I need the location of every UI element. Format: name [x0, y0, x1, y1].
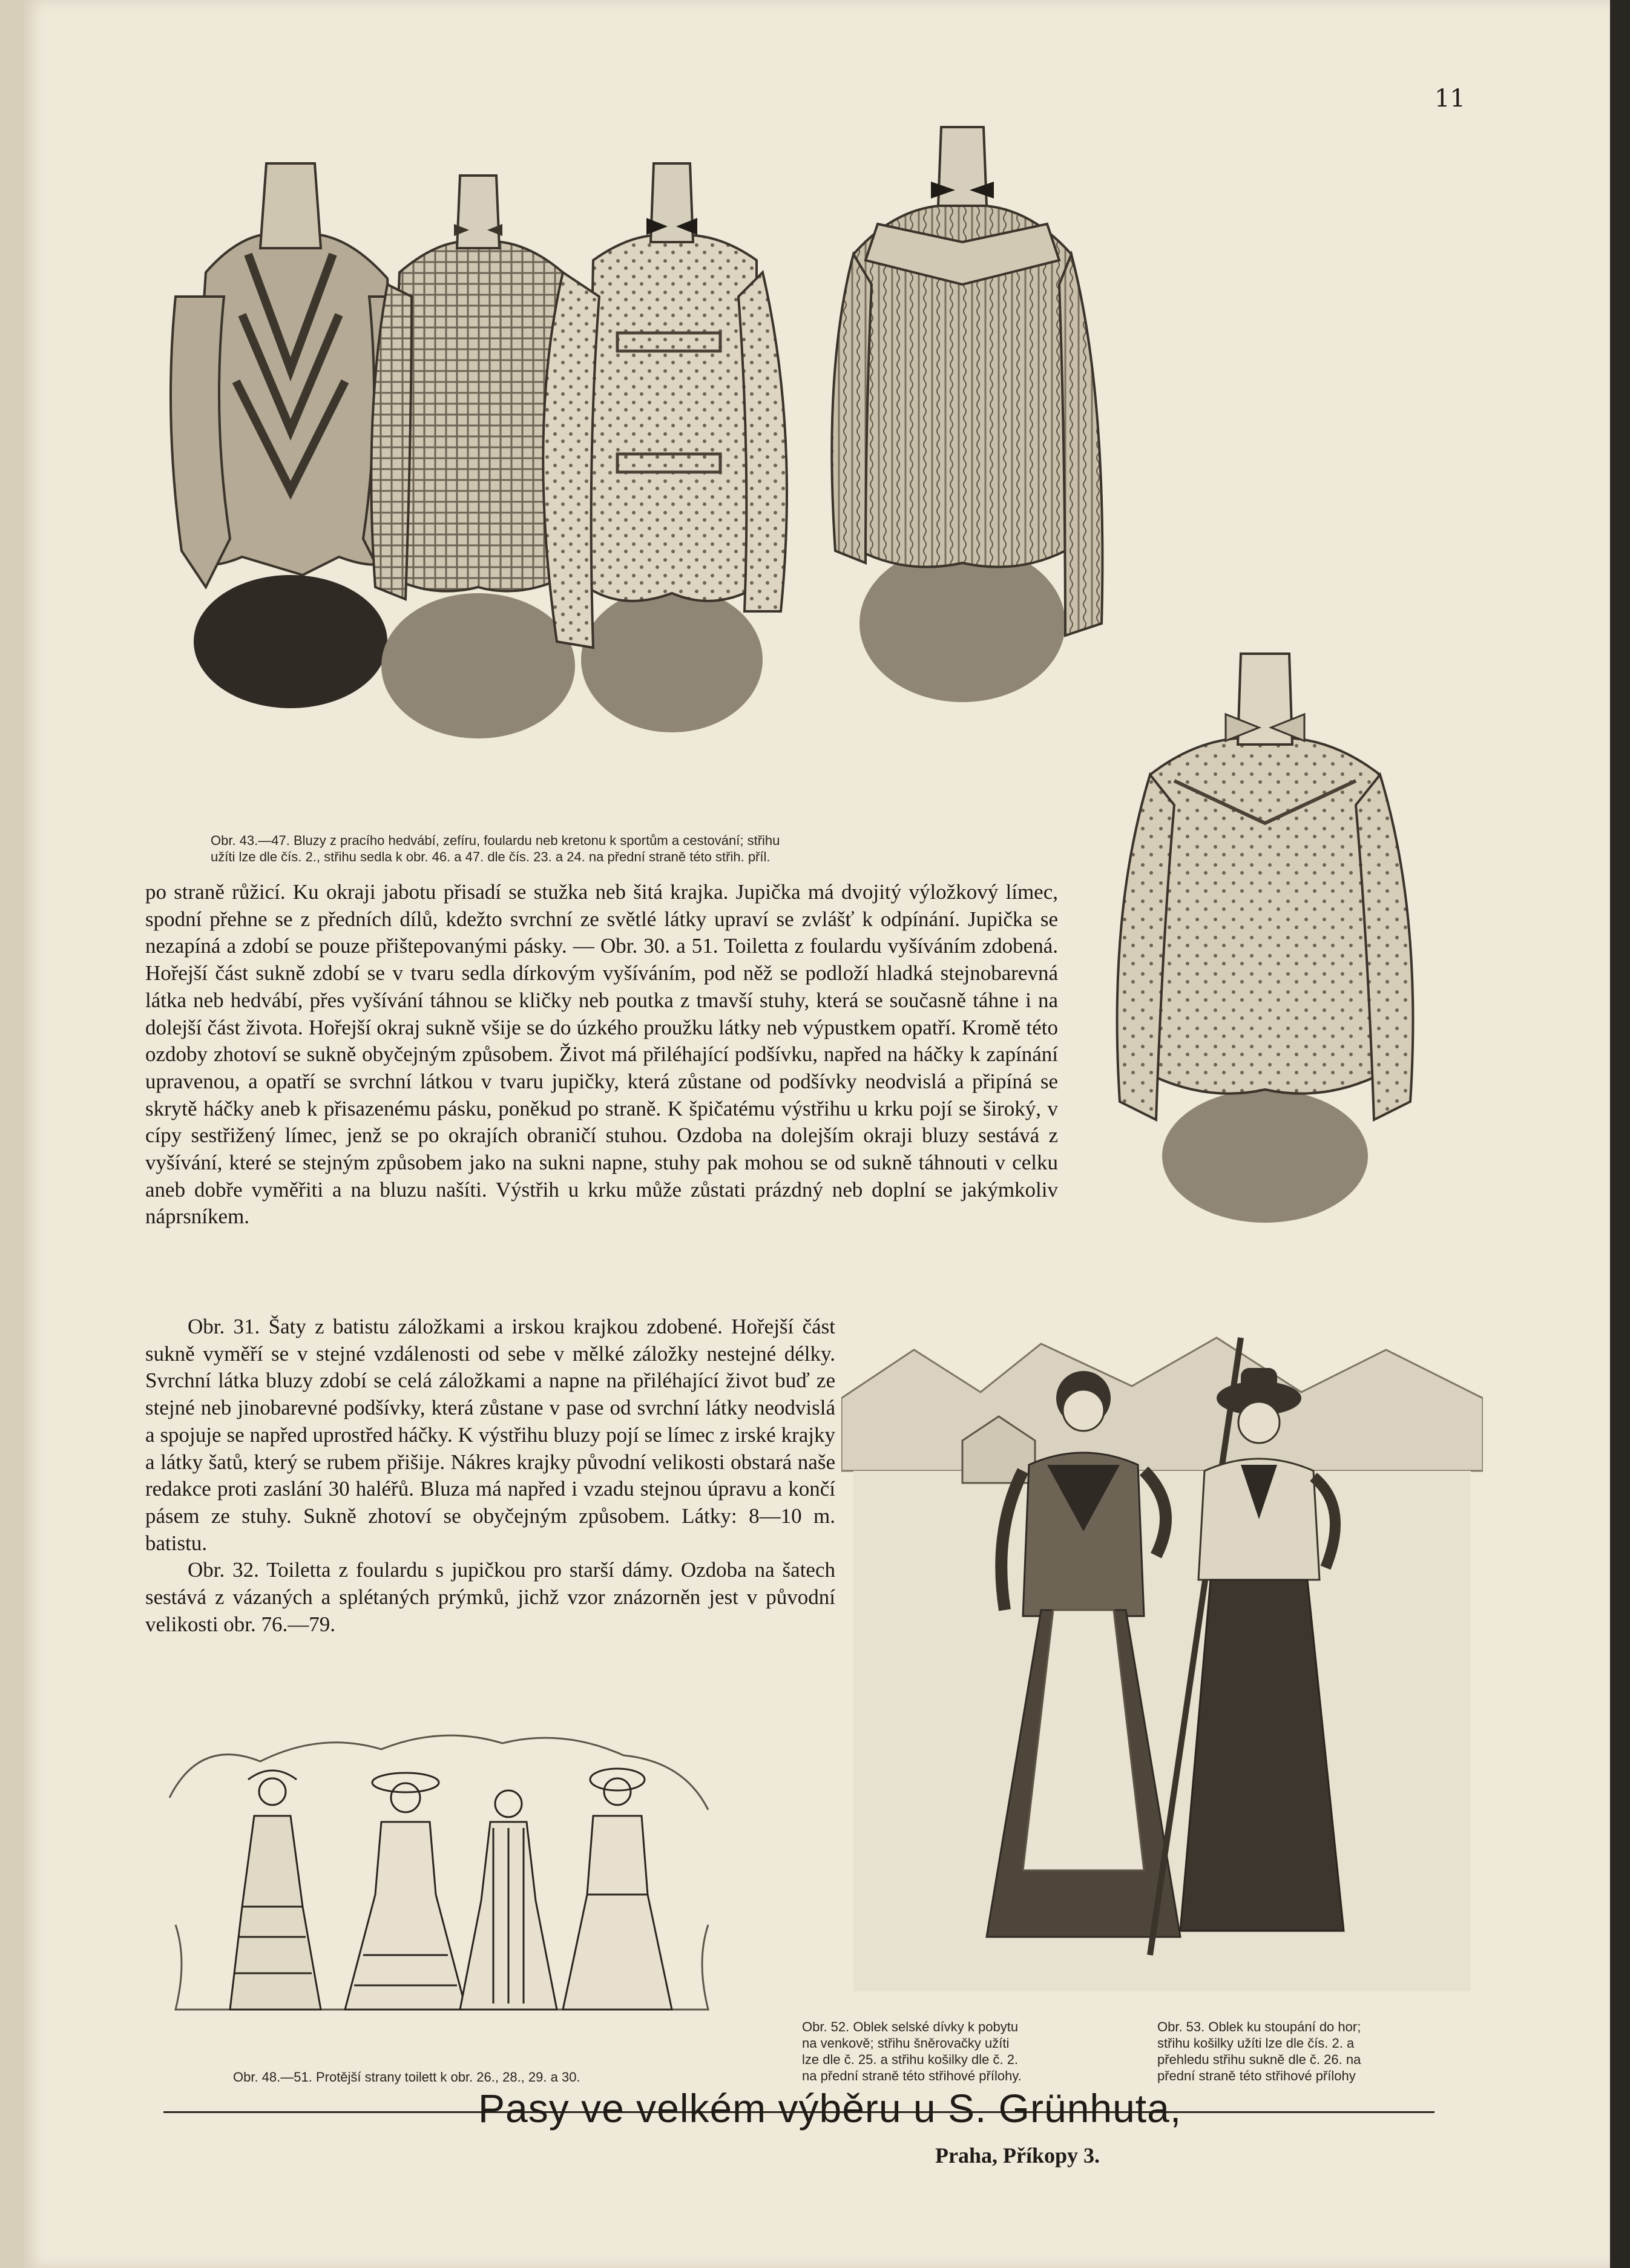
blouse-5-illustration	[1083, 642, 1441, 1223]
climbing-dress-caption	[1157, 2019, 1472, 2084]
blouses-illustration	[157, 115, 1138, 799]
climbing-dress-caption-line-2: střihu košilky užíti lze dle čís. 2. a	[1157, 2036, 1355, 2051]
toilette-figure-50	[460, 1790, 557, 2010]
advertisement-address: Praha, Příkopy 3.	[935, 2143, 1100, 2168]
page-number: 11	[1434, 85, 1465, 113]
toilette-figure-48	[230, 1770, 321, 2010]
country-dress-caption-line-4: na přední straně této střihové přílohy.	[802, 2068, 1022, 2083]
blouses-caption-line-1: Obr. 43.—47. Bluzy z pracího hedvábí, zefíru, foulardu neb kretonu k sportům a cestování; střihu	[211, 833, 780, 848]
advertisement-title: Pasy ve velkém výběru u S. Grünhuta,	[478, 2086, 1182, 2131]
toilettes-caption: Obr. 48.—51. Protější strany toilett k obr. 26., 28., 29. a 30.	[233, 2069, 580, 2085]
blouse-4	[832, 127, 1102, 702]
toilette-figure-51	[563, 1769, 672, 2010]
article-text-lower	[145, 1313, 835, 1638]
blouses-caption-line-2: užíti lze dle čís. 2., střihu sedla k obr. 46. a 47. dle čís. 23. a 24. na přední straně této střih. příl.	[211, 849, 771, 864]
paragraph-1: po straně růžicí. Ku okraji jabotu přisadí se stužka neb šitá krajka. Jupička má dvojitý výložkový límec, spodní přehne se z předních dílů, kdežto svrchní ze světlé látky upraví se zvlášť k odpínání. Jupička se nezapíná a zdobí se pouze přištepovanými pásky. — Obr. 30. a 51. Toiletta z foulardu vyšíváním zdobená. Hořejší část sukně zdobí se v tvaru sedla dírkovým vyšíváním, pod něž se podloží hladká stejnobarevná látka neb hedvábí, přes vyšívání táhnou se kličky neb poutka z tmavší stuhy, která se současně táhne i na dolejší část života. Hořejší okraj sukně všije se do úzkého proužku látky neb výpustkem opatří. Kromě této ozdoby zhotoví se sukně obyčejným způsobem. Život má přiléhající podšívku, napřed na háčky k zapínání upravenou, a opatří se svrchní látkou v tvaru jupičky, která zůstane od podšívky neodvislá a připíná se skrytě háčky aneb k přisazenému pásku, poněkud po straně. K špičatému výstřihu u krku pojí se široký, v cípy sestřižený límec, jenž se po okrajích obraničí stuhou. Ozdoba na dolejším okraji bluzy sestává z vyšívání, které se stejným způsobem jako na sukni napne, stuhy pak mohou se od sukně táhnouti v celku aneb dobře vyměřiti a na bluzu našíti. Výstřih u krku může zůstati prázdný neb doplní se jakýmkoliv náprsníkem.	[145, 880, 1058, 1229]
country-dress-caption-line-2: na venkově; střihu šněrovačky užíti	[802, 2036, 1010, 2051]
outdoor-outfits-illustration	[841, 1326, 1483, 1997]
toilette-figure-49	[345, 1773, 466, 2010]
country-dress-caption-line-1: Obr. 52. Oblek selské dívky k pobytu	[802, 2019, 1019, 2034]
climbing-dress-caption-line-4: přední straně této střihové přílohy	[1157, 2068, 1356, 2083]
paragraph-2: Obr. 31. Šaty z batistu záložkami a irskou krajkou zdobené. Hořejší část sukně vyměří se v stejné vzdálenosti od sebe v mělké záložky nestejné délky. Svrchní látka bluzy zdobí se celá záložkami a napne na přiléhající život buď ze stejné neb jinobarevné podšívky, která zůstane v pase od svrchní látky neodvislá a spojuje se napřed uprostřed háčky. K výstřihu bluzy pojí se límec z irské krajky a látky šatů, který se rubem přišije. Nákres krajky původní velikosti obstará naše redakce proti zaslání 30 haléřů. Bluza má napřed i vzadu stejnou úpravu a končí pásem ze stuhy. Sukně zhotoví se obyčejným způsobem. Látky: 8—10 m. batistu.	[145, 1315, 835, 1555]
article-text-upper	[145, 879, 1058, 1231]
country-dress-caption	[802, 2019, 1117, 2084]
paragraph-3: Obr. 32. Toiletta z foulardu s jupičkou pro starší dámy. Ozdoba na šatech sestává z vázaných a splétaných prýmků, jichž vzor znázorněn jest v původní velikosti obr. 76.—79.	[145, 1558, 835, 1636]
country-dress-caption-line-3: lze dle č. 25. a střihu košilky dle č. 2.	[802, 2052, 1019, 2067]
climbing-dress-caption-line-1: Obr. 53. Oblek ku stoupání do hor;	[1157, 2019, 1361, 2034]
blouse-3	[543, 163, 787, 732]
page-gutter	[0, 0, 24, 2268]
blouses-caption	[211, 832, 1016, 865]
toilettes-illustration	[163, 1725, 720, 2040]
climbing-dress-caption-line-3: přehledu střihu sukně dle č. 26. na	[1157, 2052, 1361, 2067]
scan-edge	[1610, 0, 1630, 2268]
